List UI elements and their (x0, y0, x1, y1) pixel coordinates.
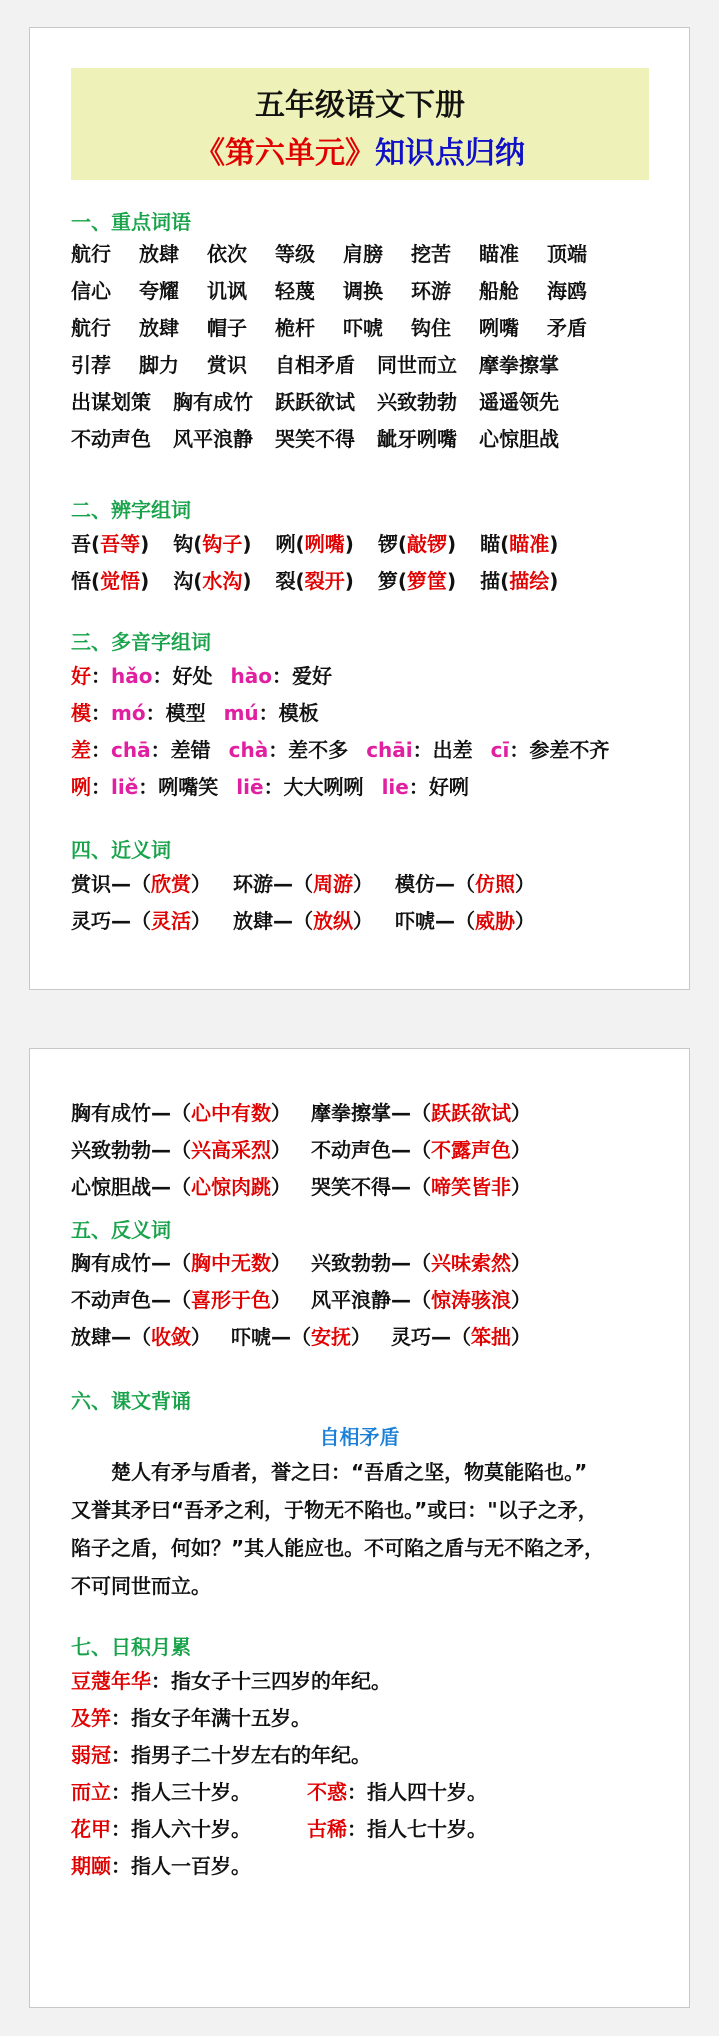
synonym-close: ） (271, 1101, 291, 1125)
synonym-item (311, 1171, 531, 1200)
synonym-close: ） (191, 872, 211, 896)
polyphone-item (236, 771, 363, 800)
idiom-meaning: ：指人七十岁。 (347, 1817, 487, 1841)
synonym-right: 跃跃欲试 (431, 1101, 511, 1125)
passage-line: 不可同世而立。 (71, 1574, 211, 1598)
bianzi-item (480, 565, 558, 594)
section-heading-2: 二、辨字组词 (71, 498, 191, 522)
idiom-term: 期颐 (71, 1854, 111, 1878)
synonym-close: ） (511, 1101, 531, 1125)
bianzi-item (480, 528, 558, 557)
colon: ： (91, 775, 111, 799)
synonym-row (71, 905, 557, 934)
synonym-right: 仿照 (475, 872, 515, 896)
synonym-item (311, 1097, 531, 1126)
word-row (71, 349, 581, 378)
word-item: 信心 (71, 279, 111, 303)
bianzi-char: 钩( (173, 532, 203, 556)
word-item: 矛盾 (547, 316, 587, 340)
idiom-term: 花甲 (71, 1817, 111, 1841)
bianzi-close: ) (140, 532, 150, 556)
pinyin: chā (111, 738, 151, 762)
synonym-item (311, 1134, 531, 1163)
pinyin: lie (381, 775, 409, 799)
polyphone-word: ：好处 (152, 664, 213, 688)
word-item: 胸有成竹 (173, 390, 253, 414)
word-row (71, 423, 581, 452)
synonym-right: 灵活 (151, 909, 191, 933)
polyphone-item (224, 697, 319, 726)
word-item: 心惊胆战 (479, 427, 559, 451)
synonym-right: 周游 (313, 872, 353, 896)
bianzi-item (173, 565, 251, 594)
polyphone-row (71, 734, 627, 763)
synonym-close: ） (511, 1175, 531, 1199)
synonym-close: ） (353, 909, 373, 933)
antonym-row (71, 1247, 551, 1276)
bianzi-word: 描绘 (509, 569, 550, 593)
polyphone-char: 好 (71, 664, 91, 688)
polyphone-item (382, 771, 469, 800)
bianzi-row (71, 528, 582, 557)
synonym-item (233, 905, 373, 934)
word-item: 哭笑不得 (275, 427, 355, 451)
synonym-left: 心惊胆战—（ (71, 1175, 191, 1199)
word-item: 挖苦 (411, 242, 451, 266)
bianzi-char: 箩( (377, 569, 407, 593)
pinyin: hào (230, 664, 272, 688)
bianzi-item (378, 528, 456, 557)
word-item: 依次 (207, 242, 247, 266)
bianzi-word: 觉悟 (100, 569, 141, 593)
word-item: 环游 (411, 279, 451, 303)
idiom-item (71, 1850, 251, 1879)
synonym-right: 兴高采烈 (191, 1138, 271, 1162)
bianzi-char: 瞄( (480, 532, 510, 556)
antonym-right: 收敛 (151, 1325, 191, 1349)
synonym-item (395, 868, 535, 897)
section-heading-1: 一、重点词语 (71, 210, 191, 234)
word-item: 帽子 (207, 316, 247, 340)
synonym-left: 放肆—（ (233, 909, 313, 933)
synonym-right: 心中有数 (191, 1101, 271, 1125)
polyphone-word: ：模板 (258, 701, 319, 725)
polyphone-word: ：出差 (412, 738, 473, 762)
bianzi-word: 钩子 (202, 532, 243, 556)
idiom-item (307, 1813, 487, 1842)
bianzi-item (276, 565, 354, 594)
antonym-item (311, 1284, 531, 1313)
word-item: 钩住 (411, 316, 451, 340)
bianzi-close: ) (446, 532, 457, 556)
word-item: 船舱 (479, 279, 519, 303)
word-item: 调换 (343, 279, 383, 303)
word-row (71, 312, 615, 341)
bianzi-item (378, 565, 456, 594)
word-item: 龇牙咧嘴 (377, 427, 457, 451)
synonym-right: 威胁 (475, 909, 515, 933)
bianzi-close: ) (549, 532, 559, 556)
polyphone-char: 模 (71, 701, 91, 725)
antonym-row (71, 1284, 551, 1313)
idiom-item (307, 1776, 487, 1805)
pinyin: chà (228, 738, 269, 762)
word-item: 航行 (71, 316, 111, 340)
polyphone-item (111, 697, 206, 726)
word-item: 桅杆 (275, 316, 315, 340)
polyphone-word: ：咧嘴笑 (138, 775, 219, 799)
idiom-item (71, 1813, 307, 1842)
antonym-left: 不动声色—（ (71, 1288, 191, 1312)
word-item: 放肆 (139, 316, 179, 340)
polyphone-item (491, 734, 610, 763)
word-item: 风平浪静 (173, 427, 253, 451)
polyphone-item (229, 734, 349, 763)
page-title: 五年级语文下册 (255, 88, 465, 123)
synonym-close: ） (511, 1138, 531, 1162)
polyphone-row (71, 697, 337, 726)
bianzi-char: 锣( (377, 532, 407, 556)
synonym-row (71, 1097, 551, 1126)
idiom-meaning: ：指人六十岁。 (111, 1817, 251, 1841)
synonym-item (71, 1097, 291, 1126)
antonym-item (71, 1247, 291, 1276)
antonym-close: ） (511, 1288, 531, 1312)
idiom-meaning: ：指女子年满十五岁。 (111, 1706, 311, 1730)
synonym-close: ） (353, 872, 373, 896)
word-item: 赏识 (207, 353, 247, 377)
word-item: 航行 (71, 242, 111, 266)
polyphone-word: ：好咧 (408, 775, 469, 799)
bianzi-close: ) (549, 569, 559, 593)
word-item: 不动声色 (71, 427, 151, 451)
word-item: 脚力 (139, 353, 179, 377)
polyphone-item (111, 734, 211, 763)
idiom-item (71, 1739, 371, 1768)
word-item: 摩拳擦掌 (479, 353, 559, 377)
idiom-row (71, 1702, 311, 1731)
word-item: 海鸥 (547, 279, 587, 303)
bianzi-close: ) (242, 532, 252, 556)
synonym-left: 胸有成竹—（ (71, 1101, 191, 1125)
bianzi-word: 咧嘴 (304, 532, 345, 556)
antonym-right: 惊涛骇浪 (431, 1288, 511, 1312)
page-card-2 (29, 1048, 690, 2008)
word-row (71, 238, 615, 267)
word-item: 顶端 (547, 242, 587, 266)
antonym-close: ） (271, 1251, 291, 1275)
bianzi-char: 悟( (71, 569, 101, 593)
polyphone-char: 差 (71, 738, 91, 762)
synonym-row (71, 1134, 551, 1163)
idiom-row (71, 1739, 371, 1768)
word-item: 跃跃欲试 (275, 390, 355, 414)
synonym-close: ） (515, 872, 535, 896)
synonym-item (71, 1134, 291, 1163)
antonym-row (71, 1321, 551, 1350)
synonym-row (71, 868, 557, 897)
bianzi-word: 水沟 (202, 569, 243, 593)
synonym-left: 不动声色—（ (311, 1138, 431, 1162)
word-item: 轻蔑 (275, 279, 315, 303)
word-item: 肩膀 (343, 242, 383, 266)
antonym-close: ） (351, 1325, 371, 1349)
bianzi-word: 吾等 (100, 532, 141, 556)
title-banner (71, 68, 649, 180)
word-row (71, 275, 615, 304)
synonym-right: 啼笑皆非 (431, 1175, 511, 1199)
polyphone-word: ：差错 (150, 738, 211, 762)
idiom-meaning: ：指人三十岁。 (111, 1780, 251, 1804)
pinyin: liě (111, 775, 139, 799)
bianzi-close: ) (344, 569, 354, 593)
bianzi-close: ) (140, 569, 150, 593)
section-heading-7: 七、日积月累 (71, 1635, 191, 1659)
polyphone-word: ：爱好 (271, 664, 332, 688)
passage-text (71, 1453, 671, 1605)
synonym-item (71, 905, 211, 934)
polyphone-item (111, 660, 212, 689)
antonym-close: ） (271, 1288, 291, 1312)
bianzi-char: 吾( (71, 532, 101, 556)
pinyin: liē (236, 775, 264, 799)
colon: ： (91, 738, 111, 762)
bianzi-char: 咧( (275, 532, 305, 556)
idiom-meaning: ：指人一百岁。 (111, 1854, 251, 1878)
word-item: 兴致勃勃 (377, 390, 457, 414)
antonym-item (71, 1321, 211, 1350)
idiom-item (71, 1776, 307, 1805)
section-heading-5: 五、反义词 (71, 1218, 171, 1242)
bianzi-char: 沟( (173, 569, 203, 593)
pinyin: mó (111, 701, 146, 725)
antonym-left: 兴致勃勃—（ (311, 1251, 431, 1275)
bianzi-item (71, 565, 149, 594)
antonym-left: 吓唬—（ (231, 1325, 311, 1349)
polyphone-char: 咧 (71, 775, 91, 799)
passage-title: 自相矛盾 (319, 1425, 400, 1449)
synonym-right: 不露声色 (431, 1138, 511, 1162)
antonym-item (71, 1284, 291, 1313)
bianzi-item (276, 528, 354, 557)
idiom-row (71, 1776, 487, 1805)
synonym-close: ） (515, 909, 535, 933)
synonym-left: 模仿—（ (395, 872, 475, 896)
word-item: 自相矛盾 (275, 353, 355, 377)
idiom-term: 弱冠 (71, 1743, 111, 1767)
synonym-right: 心惊肉跳 (191, 1175, 271, 1199)
section-heading-4: 四、近义词 (71, 838, 171, 862)
polyphone-word: ：差不多 (268, 738, 349, 762)
idiom-item (71, 1702, 311, 1731)
passage-line: 又誉其矛曰“吾矛之利，于物无不陷也。”或曰："以子之矛， (71, 1498, 598, 1522)
synonym-left: 哭笑不得—（ (311, 1175, 431, 1199)
antonym-item (391, 1321, 531, 1350)
word-item: 夸耀 (139, 279, 179, 303)
antonym-right: 喜形于色 (191, 1288, 271, 1312)
synonym-left: 赏识—（ (71, 872, 151, 896)
synonym-right: 欣赏 (151, 872, 191, 896)
synonym-item (395, 905, 535, 934)
pinyin: cī (490, 738, 510, 762)
word-item: 出谋划策 (71, 390, 151, 414)
idiom-row (71, 1665, 391, 1694)
word-item: 讥讽 (207, 279, 247, 303)
bianzi-close: ) (242, 569, 252, 593)
synonym-left: 灵巧—（ (71, 909, 151, 933)
word-item: 吓唬 (343, 316, 383, 340)
word-item: 咧嘴 (479, 316, 519, 340)
bianzi-close: ) (446, 569, 457, 593)
polyphone-word: ：模型 (145, 701, 206, 725)
synonym-left: 吓唬—（ (395, 909, 475, 933)
bianzi-item (173, 528, 251, 557)
page-card-1 (29, 27, 690, 990)
polyphone-item (366, 734, 472, 763)
bianzi-word: 箩筐 (406, 569, 447, 593)
passage-line: 楚人有矛与盾者，誉之曰：“吾盾之坚，物莫能陷也。” (111, 1460, 588, 1484)
pinyin: chāi (366, 738, 413, 762)
antonym-close: ） (511, 1325, 531, 1349)
synonym-item (233, 868, 373, 897)
word-item: 等级 (275, 242, 315, 266)
synonym-left: 摩拳擦掌—（ (311, 1101, 431, 1125)
idiom-row (71, 1850, 251, 1879)
polyphone-row (71, 660, 350, 689)
bianzi-word: 瞄准 (509, 532, 550, 556)
synonym-right: 放纵 (313, 909, 353, 933)
bianzi-close: ) (344, 532, 354, 556)
polyphone-word: ：参差不齐 (509, 738, 610, 762)
word-row (71, 386, 581, 415)
polyphone-word: ：大大咧咧 (263, 775, 364, 799)
antonym-right: 笨拙 (471, 1325, 511, 1349)
word-item: 遥遥领先 (479, 390, 559, 414)
bianzi-char: 描( (480, 569, 510, 593)
antonym-left: 放肆—（ (71, 1325, 151, 1349)
antonym-item (311, 1247, 531, 1276)
antonym-right: 安抚 (311, 1325, 351, 1349)
word-item: 瞄准 (479, 242, 519, 266)
polyphone-item (230, 660, 331, 689)
word-item: 同世而立 (377, 353, 457, 377)
synonym-item (71, 1171, 291, 1200)
idiom-meaning: ：指女子十三四岁的年纪。 (151, 1669, 391, 1693)
polyphone-item (111, 771, 218, 800)
colon: ： (91, 664, 111, 688)
word-item: 引荐 (71, 353, 111, 377)
antonym-right: 兴味索然 (431, 1251, 511, 1275)
bianzi-word: 敲锣 (406, 532, 447, 556)
colon: ： (91, 701, 111, 725)
antonym-left: 胸有成竹—（ (71, 1251, 191, 1275)
synonym-left: 环游—（ (233, 872, 313, 896)
idiom-item (71, 1665, 391, 1694)
pinyin: mú (223, 701, 259, 725)
bianzi-word: 裂开 (304, 569, 345, 593)
antonym-item (231, 1321, 371, 1350)
synonym-row (71, 1171, 551, 1200)
synonym-close: ） (271, 1138, 291, 1162)
idiom-term: 不惑 (307, 1780, 347, 1804)
synonym-left: 兴致勃勃—（ (71, 1138, 191, 1162)
pinyin: hǎo (111, 664, 153, 688)
antonym-close: ） (191, 1325, 211, 1349)
idiom-term: 古稀 (307, 1817, 347, 1841)
bianzi-row (71, 565, 582, 594)
idiom-term: 而立 (71, 1780, 111, 1804)
word-item: 放肆 (139, 242, 179, 266)
polyphone-row (71, 771, 487, 800)
idiom-term: 及笄 (71, 1706, 111, 1730)
synonym-item (71, 868, 211, 897)
idiom-term: 豆蔻年华 (71, 1669, 151, 1693)
section-heading-3: 三、多音字组词 (71, 630, 211, 654)
synonym-close: ） (271, 1175, 291, 1199)
antonym-left: 风平浪静—（ (311, 1288, 431, 1312)
antonym-left: 灵巧—（ (391, 1325, 471, 1349)
idiom-meaning: ：指男子二十岁左右的年纪。 (111, 1743, 371, 1767)
antonym-right: 胸中无数 (191, 1251, 271, 1275)
section-heading-6: 六、课文背诵 (71, 1389, 191, 1413)
synonym-close: ） (191, 909, 211, 933)
bianzi-char: 裂( (275, 569, 305, 593)
idiom-row (71, 1813, 487, 1842)
antonym-close: ） (511, 1251, 531, 1275)
passage-line: 陷子之盾，何如？”其人能应也。不可陷之盾与无不陷之矛， (71, 1536, 605, 1560)
page-subtitle: 《第六单元》知识点归纳 (195, 136, 525, 171)
idiom-meaning: ：指人四十岁。 (347, 1780, 487, 1804)
bianzi-item (71, 528, 149, 557)
